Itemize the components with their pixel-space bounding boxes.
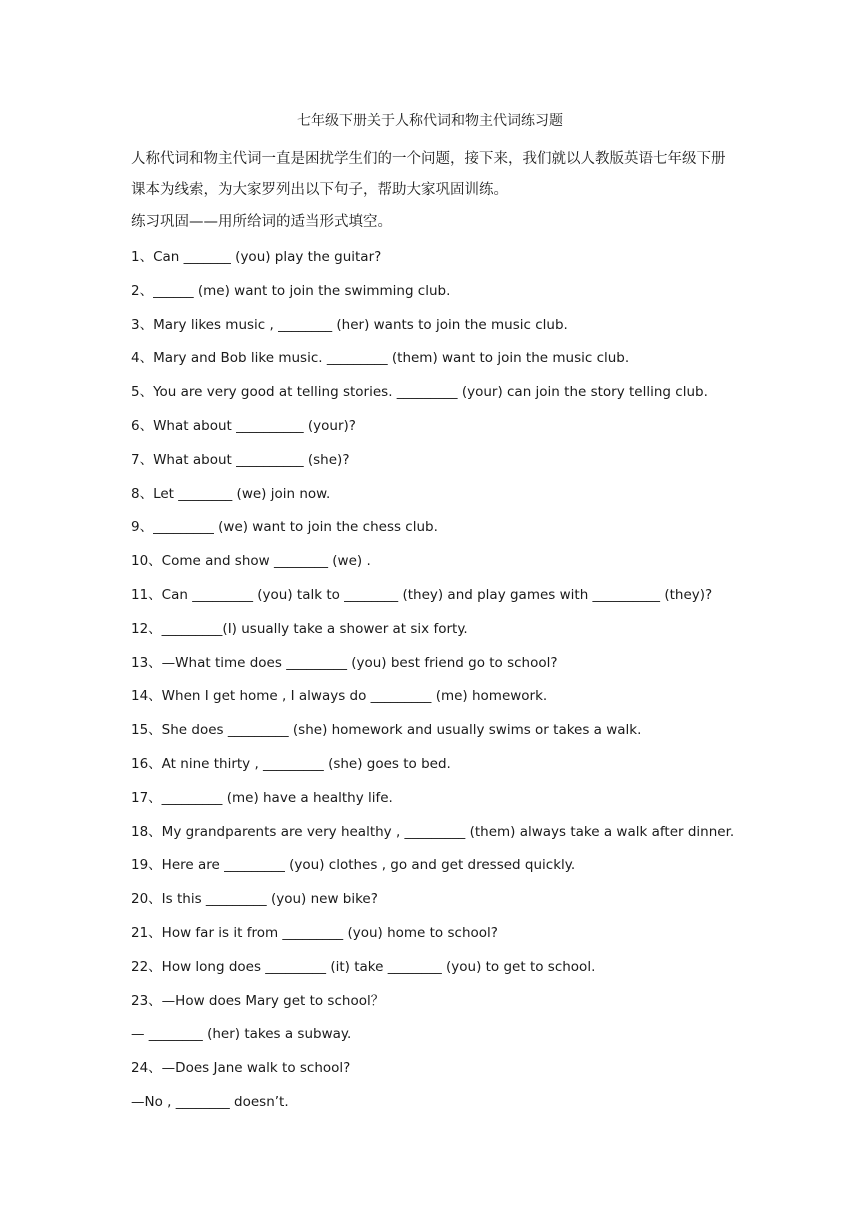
question-21: 21、How far is it from _________ (you) home to school? <box>131 924 498 941</box>
question-4: 4、Mary and Bob like music. _________ (them) want to join the music club. <box>131 350 630 367</box>
question-12: 12、_________(I) usually take a shower at six forty. <box>131 620 468 637</box>
instruction-text: 练习巩固——用所给词的适当形式填空。 <box>131 214 392 230</box>
question-5: 5、You are very good at telling stories. _________ (your) can join the story telling club. <box>131 384 708 401</box>
question-20: 20、Is this _________ (you) new bike? <box>131 891 378 908</box>
document-title: 七年级下册关于人称代词和物主代词练习题 <box>297 113 563 129</box>
question-8: 8、Let ________ (we) join now. <box>131 485 331 502</box>
question-24-answer: —No , ________ doesn’t. <box>131 1093 289 1110</box>
question-13: 13、—What time does _________ (you) best friend go to school? <box>131 654 558 671</box>
question-16: 16、At nine thirty , _________ (she) goes to bed. <box>131 755 451 772</box>
question-1: 1、Can _______ (you) play the guitar? <box>131 249 382 265</box>
question-14: 14、When I get home , I always do _________ (me) homework. <box>131 688 548 705</box>
question-19: 19、Here are _________ (you) clothes , go and get dressed quickly. <box>131 857 576 874</box>
question-23: 23、—How does Mary get to school？ <box>131 992 385 1009</box>
question-15: 15、She does _________ (she) homework and usually swims or takes a walk. <box>131 722 642 739</box>
question-11: 11、Can _________ (you) talk to ________ (they) and play games with __________ (they)? <box>131 586 713 603</box>
question-2: 2、______ (me) want to join the swimming club. <box>131 282 451 299</box>
question-22: 22、How long does _________ (it) take ________ (you) to get to school. <box>131 958 596 975</box>
question-18: 18、My grandparents are very healthy , _________ (them) always take a walk after dinner. <box>131 823 735 840</box>
question-17: 17、_________ (me) have a healthy life. <box>131 789 393 806</box>
question-7: 7、What about __________ (she)? <box>131 451 350 468</box>
question-list <box>131 245 751 1124</box>
intro-paragraph: 人称代词和物主代词一直是困扰学生们的一个问题，接下来，我们就以人教版英语七年级下册课本为线索，为大家罗列出以下句子，帮助大家巩固训练。 <box>131 151 726 198</box>
question-10: 10、Come and show ________ (we) . <box>131 553 371 570</box>
question-9: 9、_________ (we) want to join the chess club. <box>131 519 438 536</box>
question-23-answer: — ________ (her) takes a subway. <box>131 1026 352 1043</box>
question-3: 3、Mary likes music , ________ (her) wants to join the music club. <box>131 316 568 333</box>
question-24: 24、—Does Jane walk to school? <box>131 1060 351 1077</box>
question-6: 6、What about __________ (your)? <box>131 417 356 434</box>
